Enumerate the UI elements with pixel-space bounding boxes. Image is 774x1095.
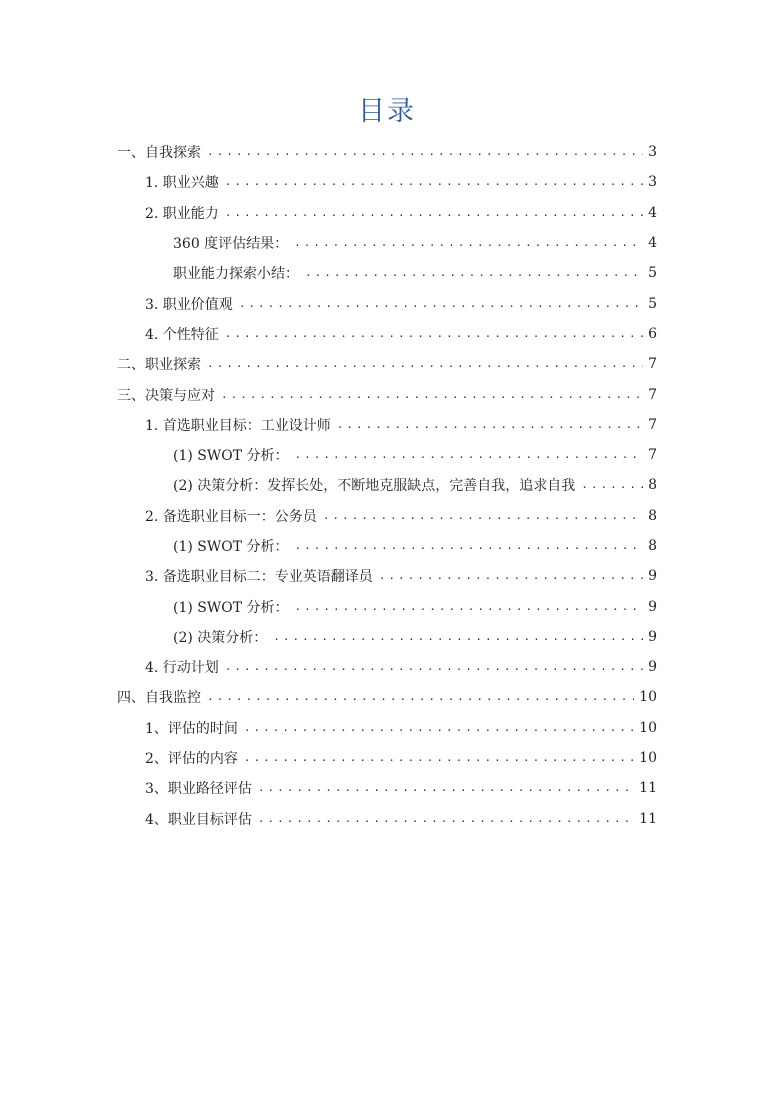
toc-entry-text: 3. 备选职业目标二：专业英语翻译员 xyxy=(145,566,377,586)
toc-entry[interactable] xyxy=(117,682,657,712)
toc-page-number: 7 xyxy=(648,356,657,373)
toc-dot-leader xyxy=(323,509,643,523)
toc-dot-leader xyxy=(207,145,643,159)
toc-entry-text: (2) 决策分析：发挥长处，不断地克服缺点，完善自我，追求自我 xyxy=(173,475,579,495)
toc-page-number: 10 xyxy=(639,689,657,706)
toc-dot-leader xyxy=(379,569,643,583)
toc-page-number: 8 xyxy=(648,538,657,554)
toc-entry-text: 三、决策与应对 xyxy=(117,385,219,405)
toc-page-number: 11 xyxy=(639,780,657,797)
toc-entry[interactable] xyxy=(117,622,657,652)
toc-entry-text: 3、职业路径评估 xyxy=(145,778,256,798)
toc-entry-text: (2) 决策分析： xyxy=(173,627,271,647)
toc-entry-text: 2、评估的内容 xyxy=(145,748,242,768)
toc-dot-leader xyxy=(239,297,643,311)
toc-dot-leader xyxy=(294,236,643,250)
toc-entry[interactable] xyxy=(117,531,657,561)
toc-entry[interactable] xyxy=(117,470,657,500)
toc-entry-text: (1) SWOT 分析： xyxy=(173,536,293,556)
toc-page-number: 7 xyxy=(648,386,657,403)
toc-entry-text: 4、职业目标评估 xyxy=(145,809,256,829)
toc-page-number: 5 xyxy=(648,295,657,312)
toc-entry-text: 3. 职业价值观 xyxy=(145,294,237,314)
toc-page-number: 4 xyxy=(648,235,657,252)
toc-entry[interactable] xyxy=(117,440,657,470)
toc-dot-leader xyxy=(225,660,643,674)
toc-page-number: 4 xyxy=(648,204,657,221)
toc-entry[interactable] xyxy=(117,561,657,591)
toc-page-number: 9 xyxy=(648,598,657,615)
toc-entry-text: 2. 职业能力 xyxy=(145,203,223,223)
toc-page-number: 8 xyxy=(648,507,657,524)
toc-page-number: 10 xyxy=(639,750,657,767)
toc-entry-text: 1. 首选职业目标：工业设计师 xyxy=(145,415,335,435)
toc-entry[interactable] xyxy=(117,228,657,258)
toc-dot-leader xyxy=(273,630,643,644)
toc-dot-leader xyxy=(225,206,643,220)
toc-dot-leader xyxy=(225,175,643,189)
toc-entry-text: 一、自我探索 xyxy=(117,142,205,162)
toc-dot-leader xyxy=(244,721,634,735)
toc-entry-text: 360 度评估结果： xyxy=(173,233,292,253)
toc-list xyxy=(117,137,657,834)
toc-page-number: 7 xyxy=(648,447,657,464)
toc-entry[interactable] xyxy=(117,652,657,682)
toc-entry-text: 二、职业探索 xyxy=(117,354,205,374)
toc-dot-leader xyxy=(581,478,643,492)
toc-entry-text: 2. 备选职业目标一：公务员 xyxy=(145,506,321,526)
toc-entry-text: 4. 行动计划 xyxy=(145,657,223,677)
toc-dot-leader xyxy=(295,539,644,553)
toc-page-number: 10 xyxy=(639,719,657,736)
toc-dot-leader xyxy=(295,600,644,614)
toc-entry[interactable] xyxy=(117,258,657,288)
toc-title: 目录 xyxy=(358,96,416,127)
toc-page-number: 5 xyxy=(648,265,657,282)
toc-entry-text: 1. 职业兴趣 xyxy=(145,172,223,192)
toc-entry[interactable] xyxy=(117,773,657,803)
toc-entry[interactable] xyxy=(117,167,657,197)
toc-entry[interactable] xyxy=(117,743,657,773)
toc-dot-leader xyxy=(207,690,634,704)
toc-dot-leader xyxy=(207,357,643,371)
toc-entry[interactable] xyxy=(117,410,657,440)
toc-entry-text: 职业能力探索小结： xyxy=(173,263,303,283)
toc-entry-text: 4. 个性特征 xyxy=(145,324,223,344)
toc-entry[interactable] xyxy=(117,591,657,621)
toc-entry-text: (1) SWOT 分析： xyxy=(173,445,293,465)
toc-dot-leader xyxy=(258,781,634,795)
toc-page-number: 9 xyxy=(648,628,657,645)
toc-dot-leader xyxy=(295,448,644,462)
toc-page-number: 3 xyxy=(648,174,657,191)
toc-entry[interactable] xyxy=(117,713,657,743)
toc-page-number: 9 xyxy=(648,568,657,585)
toc-page-number: 6 xyxy=(648,325,657,342)
toc-entry[interactable] xyxy=(117,288,657,318)
toc-dot-leader xyxy=(244,751,634,765)
toc-entry[interactable] xyxy=(117,137,657,167)
toc-page-number: 11 xyxy=(639,810,657,827)
toc-dot-leader xyxy=(305,266,643,280)
toc-dot-leader xyxy=(337,418,643,432)
toc-page-number: 3 xyxy=(648,144,657,161)
toc-dot-leader xyxy=(225,327,643,341)
toc-dot-leader xyxy=(258,812,634,826)
toc-entry[interactable] xyxy=(117,379,657,409)
toc-page-number: 9 xyxy=(648,659,657,676)
toc-entry-text: (1) SWOT 分析： xyxy=(173,597,293,617)
toc-dot-leader xyxy=(221,388,643,402)
toc-entry[interactable] xyxy=(117,804,657,834)
toc-entry[interactable] xyxy=(117,319,657,349)
toc-entry[interactable] xyxy=(117,501,657,531)
toc-page-number: 8 xyxy=(648,477,657,494)
toc-page-number: 7 xyxy=(648,416,657,433)
toc-entry[interactable] xyxy=(117,198,657,228)
toc-entry-text: 四、自我监控 xyxy=(117,687,205,707)
toc-entry-text: 1、评估的时间 xyxy=(145,718,242,738)
toc-entry[interactable] xyxy=(117,349,657,379)
